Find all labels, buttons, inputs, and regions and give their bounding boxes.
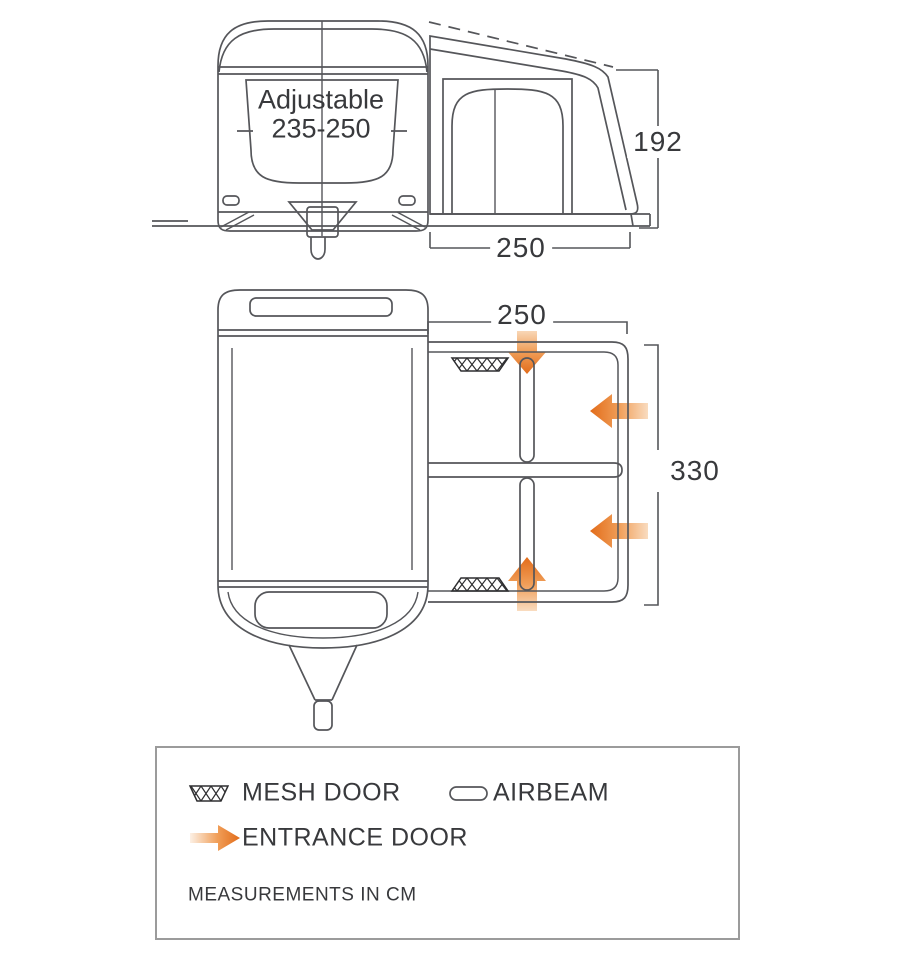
mesh-door-icon-bottom [452, 578, 508, 591]
height-dimension-label: 192 [627, 126, 689, 158]
width-dimension-label-plan: 250 [491, 299, 553, 331]
airbeam-legend-icon [450, 787, 487, 800]
airbeam-horizontal [428, 463, 622, 477]
caravan-adjustable-label-line2: 235-250 [271, 113, 371, 144]
mesh-door-icon-top [452, 358, 508, 371]
caravan-adjustable-label-line1: Adjustable [257, 84, 385, 115]
caravan-front-view [152, 21, 650, 259]
legend-airbeam-label: AIRBEAM [493, 778, 610, 807]
entrance-door-arrows [508, 329, 648, 611]
mesh-door-legend-icon [190, 786, 228, 801]
legend-mesh-door-label: MESH DOOR [242, 778, 401, 807]
awning-side-view [429, 22, 650, 226]
dim-depth-330-plan [644, 345, 658, 605]
entrance-arrow-left-upper-icon [590, 394, 648, 428]
entrance-arrow-left-lower-icon [590, 514, 648, 548]
entrance-arrow-up-icon [508, 557, 546, 611]
caravan-hitch-plan [289, 645, 357, 730]
legend-measurements-note: MEASUREMENTS IN CM [188, 884, 417, 906]
caravan-plan-view [218, 290, 428, 730]
legend-entrance-door-label: ENTRANCE DOOR [242, 823, 468, 852]
entrance-door-legend-icon [190, 825, 240, 851]
side-elevation-view [152, 21, 658, 259]
roof-dashed-line [429, 22, 613, 67]
width-dimension-label-side: 250 [490, 232, 552, 264]
plan-view [218, 290, 658, 730]
depth-dimension-label-plan: 330 [664, 455, 726, 487]
